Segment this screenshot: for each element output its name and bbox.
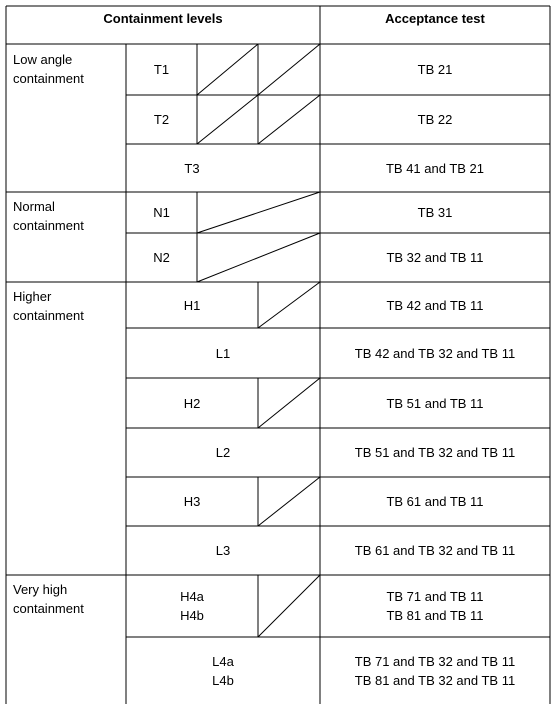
test-cell: TB 22	[417, 112, 453, 127]
na-slash	[258, 575, 320, 637]
test-cell	[320, 575, 550, 637]
level-cell: H1	[183, 297, 201, 313]
level-line: L4a	[212, 653, 234, 669]
level-cell	[126, 637, 320, 704]
header-containment-levels: Containment levels	[103, 10, 223, 26]
level-cell	[126, 575, 258, 637]
group-line: Very high	[13, 582, 68, 597]
na-slash	[258, 282, 320, 328]
test-cell: TB 61 and TB 32 and TB 11	[354, 543, 516, 558]
level-line: H4a	[180, 589, 204, 604]
group-label-very-high	[13, 576, 123, 636]
na-slash	[197, 233, 320, 282]
level-line: H4b	[180, 608, 204, 623]
level-cell: N1	[153, 205, 170, 220]
test-line: TB 71 and TB 32 and TB 11	[354, 653, 516, 669]
group-label-higher	[13, 283, 123, 343]
level-cell: L1	[215, 345, 231, 361]
group-line: containment	[13, 218, 84, 233]
test-cell	[320, 637, 550, 704]
group-line: Normal	[13, 199, 55, 214]
test-line: TB 81 and TB 11	[386, 608, 484, 623]
test-line: TB 71 and TB 11	[386, 589, 484, 604]
test-cell: TB 61 and TB 11	[386, 494, 484, 509]
test-cell: TB 21	[417, 62, 453, 77]
group-line: Higher	[13, 289, 52, 304]
level-cell: L3	[215, 543, 231, 558]
group-label-low-angle	[13, 46, 123, 106]
na-slash	[197, 192, 320, 233]
test-cell: TB 42 and TB 11	[386, 297, 484, 313]
level-cell: N2	[153, 250, 170, 265]
test-cell: TB 31	[417, 205, 453, 220]
level-cell: T1	[153, 62, 170, 77]
group-line: containment	[13, 71, 84, 86]
test-line: TB 81 and TB 32 and TB 11	[354, 672, 516, 688]
test-cell: TB 51 and TB 32 and TB 11	[354, 445, 516, 460]
na-slash	[258, 477, 320, 526]
level-cell: T3	[184, 160, 200, 176]
level-cell: H3	[183, 494, 201, 509]
na-slash	[197, 95, 258, 144]
test-cell: TB 42 and TB 32 and TB 11	[354, 345, 516, 361]
group-line: containment	[13, 601, 84, 616]
na-slash	[258, 378, 320, 428]
test-cell: TB 41 and TB 21	[385, 160, 485, 176]
group-line: Low angle	[13, 52, 73, 67]
level-cell: T2	[153, 112, 170, 127]
na-slash	[258, 95, 320, 144]
na-slash	[197, 44, 258, 95]
test-cell: TB 51 and TB 11	[386, 395, 484, 411]
level-cell: L2	[215, 445, 231, 460]
level-cell: H2	[183, 395, 201, 411]
header-acceptance-test: Acceptance test	[385, 10, 485, 26]
level-line: L4b	[212, 672, 234, 688]
test-cell: TB 32 and TB 11	[386, 250, 484, 265]
group-label-normal	[13, 193, 123, 253]
na-slash	[258, 44, 320, 95]
group-line: containment	[13, 308, 84, 323]
